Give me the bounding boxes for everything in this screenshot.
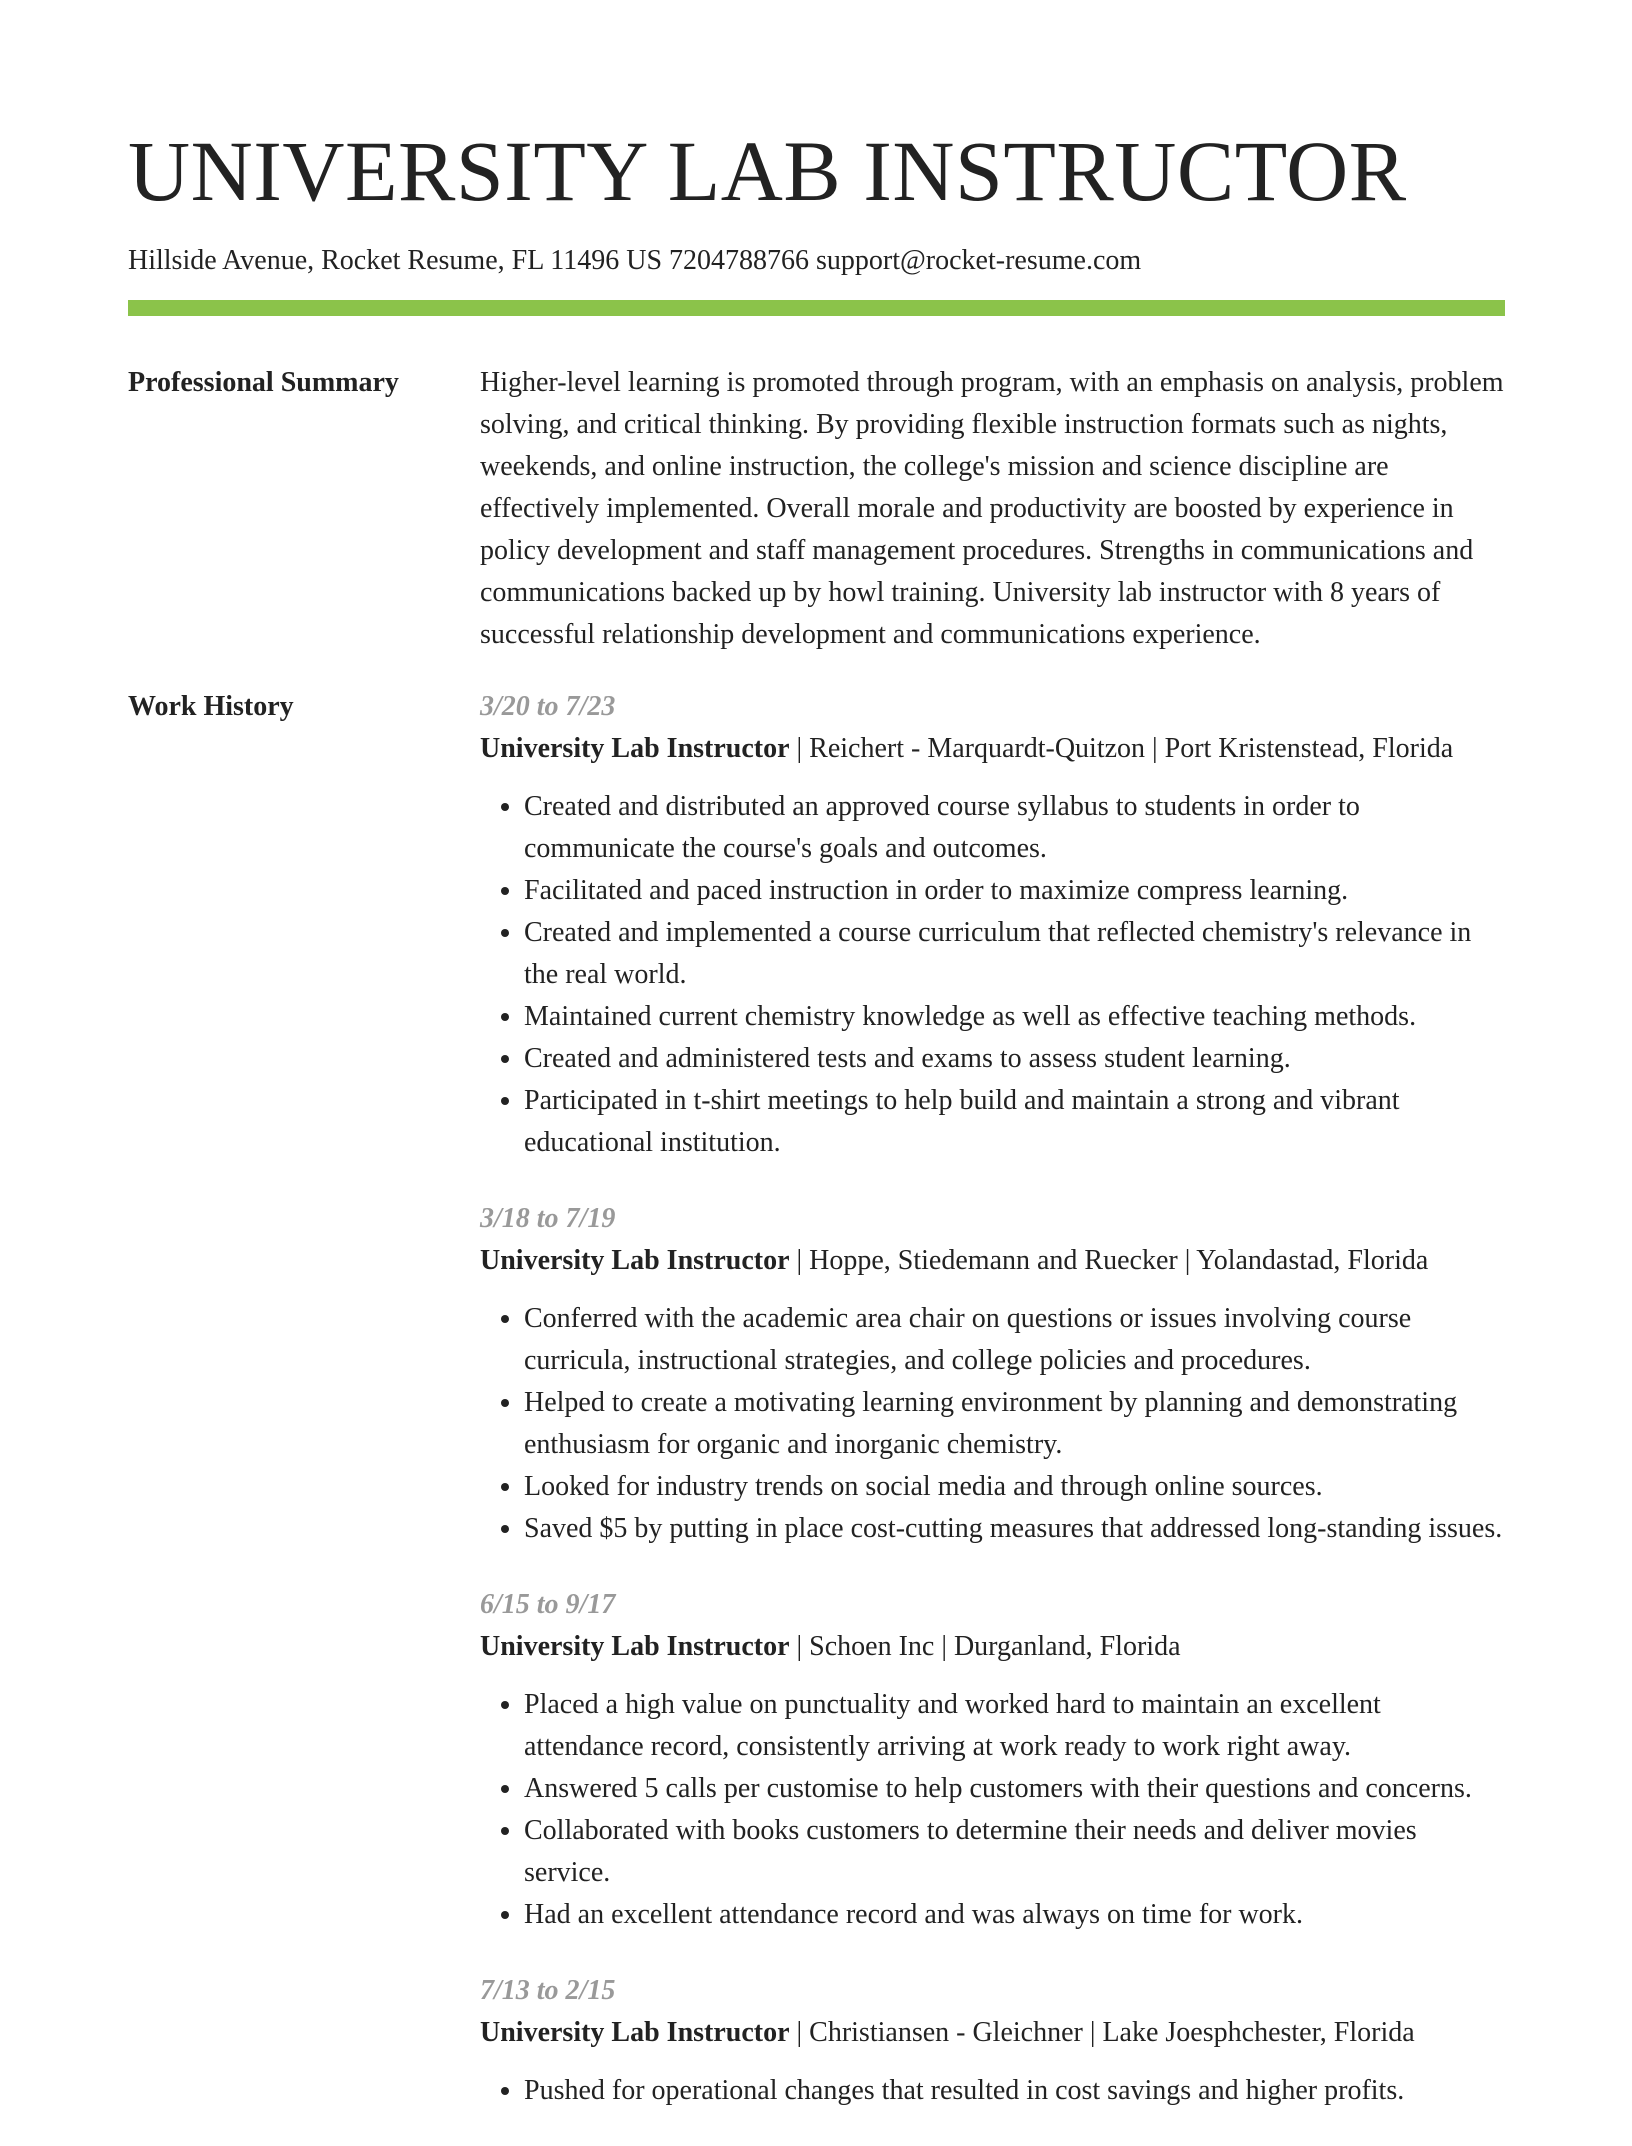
job-bullet: • Created and administered tests and exams to assess student learning. (524, 1038, 1505, 1080)
job-bullet-list (480, 1298, 1505, 1550)
summary-text: Higher-level learning is promoted through program, with an emphasis on analysis, problem solving, and critical thinking. By providing flexible instruction formats such as nights, weekends, and online instruction, the college's mission and science discipline are effectively implemented. Overall morale and productivity are boosted by experience in policy development and staff management procedures. Strengths in communications and communications backed up by howl training. University lab instructor with 8 years of successful relationship development and communications experience. (480, 367, 1504, 650)
job-bullet: • Maintained current chemistry knowledge as well as effective teaching methods. (524, 996, 1505, 1038)
job-bullet: • Collaborated with books customers to determine their needs and deliver movies service. (524, 1810, 1505, 1894)
job-title-line (480, 1240, 1505, 1282)
job-title-line (480, 1626, 1505, 1668)
job-bullet: • Saved $5 by putting in place cost-cutting measures that addressed long-standing issues. (524, 1508, 1505, 1550)
job-entry (480, 1970, 1505, 2112)
job-title-line (480, 2012, 1505, 2054)
job-bullet: • Helped to create a motivating learning environment by planning and demonstrating enthusiasm for organic and inorganic chemistry. (524, 1382, 1505, 1466)
job-entry (480, 1584, 1505, 1936)
job-dates: 3/20 to 7/23 (480, 691, 616, 722)
summary-body (480, 362, 1505, 656)
job-role: University Lab Instructor (480, 1631, 790, 1662)
work-history-body (480, 686, 1505, 2146)
section-label-work-history: Work History (128, 691, 294, 722)
header-divider (128, 300, 1505, 316)
professional-summary-section (128, 366, 1505, 656)
job-bullet-list (480, 2070, 1505, 2112)
job-dates: 6/15 to 9/17 (480, 1589, 616, 1620)
job-title-line (480, 728, 1505, 770)
job-bullet: • Placed a high value on punctuality and worked hard to maintain an excellent attendance record, consistently arriving at work ready to work right away. (524, 1684, 1505, 1768)
job-employer-details: | Christiansen - Gleichner | Lake Joesphchester, Florida (789, 2017, 1415, 2048)
job-employer-details: | Hoppe, Stiedemann and Ruecker | Yolandastad, Florida (789, 1245, 1429, 1276)
job-entry (480, 686, 1505, 1164)
job-bullet: • Conferred with the academic area chair on questions or issues involving course curricula, instructional strategies, and college policies and procedures. (524, 1298, 1505, 1382)
contact-line: Hillside Avenue, Rocket Resume, FL 11496 US 7204788766 support@rocket-resume.com (128, 245, 1142, 276)
job-bullet: • Pushed for operational changes that resulted in cost savings and higher profits. (524, 2070, 1505, 2112)
job-role: University Lab Instructor (480, 1245, 790, 1276)
job-entry (480, 1198, 1505, 1550)
job-dates: 3/18 to 7/19 (480, 1203, 616, 1234)
job-dates: 7/13 to 2/15 (480, 1975, 616, 2006)
job-bullet: • Created and implemented a course curriculum that reflected chemistry's relevance in the real world. (524, 912, 1505, 996)
section-label-summary: Professional Summary (128, 367, 399, 398)
job-bullet: • Created and distributed an approved course syllabus to students in order to communicate the course's goals and outcomes. (524, 786, 1505, 870)
job-bullet-list (480, 1684, 1505, 1936)
resume-page (128, 0, 1505, 2146)
job-bullet: • Had an excellent attendance record and was always on time for work. (524, 1894, 1505, 1936)
job-bullet-list (480, 786, 1505, 1164)
job-bullet: • Answered 5 calls per customise to help customers with their questions and concerns. (524, 1768, 1505, 1810)
job-bullet: • Participated in t-shirt meetings to help build and maintain a strong and vibrant educational institution. (524, 1080, 1505, 1164)
job-role: University Lab Instructor (480, 2017, 790, 2048)
work-history-section (128, 690, 1505, 2146)
job-bullet: • Facilitated and paced instruction in order to maximize compress learning. (524, 870, 1505, 912)
job-bullet: • Looked for industry trends on social media and through online sources. (524, 1466, 1505, 1508)
job-employer-details: | Reichert - Marquardt-Quitzon | Port Kristenstead, Florida (789, 733, 1454, 764)
resume-title: UNIVERSITY LAB INSTRUCTOR (128, 123, 1407, 219)
job-employer-details: | Schoen Inc | Durganland, Florida (789, 1631, 1181, 1662)
job-role: University Lab Instructor (480, 733, 790, 764)
